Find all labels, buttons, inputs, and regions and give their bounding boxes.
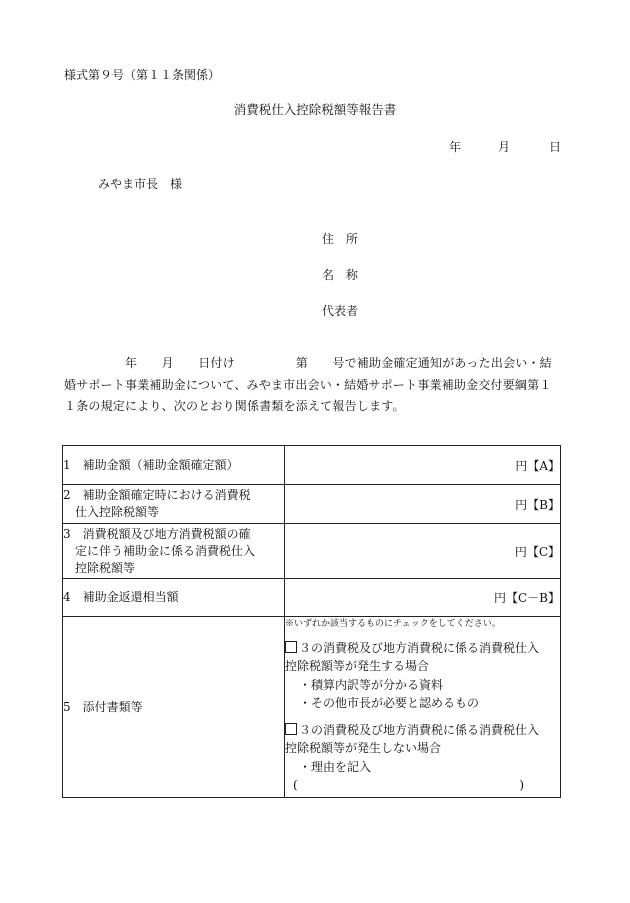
row-label-line: 2 補助金額確定時における消費税 [63,488,251,502]
checkbox[interactable] [285,723,297,735]
date-year-label: 年 [449,140,462,154]
option-item: ・その他市長が必要と認めるもの [299,696,480,710]
row-label-line: 3 消費税額及び地方消費税額の確 [63,526,251,541]
option-text: 控除税額等が発生しない場合 [285,741,442,755]
row-label [63,446,285,485]
row-label-line: 定に伴う補助金に係る消費税仕入 [63,543,256,558]
table-row [63,579,561,617]
option-text: ３の消費税及び地方消費税に係る消費税仕入 [299,722,540,737]
row-value-field[interactable]: 円【C－B】 [285,579,561,617]
option-text: 控除税額等が発生する場合 [285,659,430,673]
date-month-label: 月 [498,140,511,154]
row-value-field[interactable]: 円【B】 [285,485,561,524]
row-label: 5 添付書類等 [63,617,285,798]
table-row [63,485,561,524]
sender-name-label: 名 称 [322,268,359,282]
date-day-label: 日 [549,140,562,154]
row-label [63,579,285,617]
option-text: ３の消費税及び地方消費税に係る消費税仕入 [299,640,540,655]
row-label-line: 1 補助金額（補助金額確定額） [63,457,239,472]
option-item: ・積算内訳等が分かる資料 [299,677,444,692]
option-item: ・理由を記入 [299,759,372,774]
row-label-line: 4 補助金返還相当額 [63,590,179,604]
report-table [62,445,561,798]
paren-open: ( [293,778,298,792]
row-value-field[interactable]: 円【C】 [285,524,561,579]
sender-address-label: 住 所 [322,232,359,246]
body-paragraph [64,353,564,418]
body-paragraph-line: 婚サポート事業補助金について、みやま市出会い・結婚サポート事業補助金交付要綱第１ [64,377,552,392]
row-label [63,485,285,524]
body-paragraph-line: １条の規定により、次のとおり関係書類を添えて報告します。 [64,399,405,413]
attachments-cell [285,617,561,798]
form-number: 様式第９号（第１１条関係） [64,68,221,82]
row-value-field[interactable]: 円【A】 [285,446,561,485]
document-title: 消費税仕入控除税額等報告書 [233,102,397,117]
paren-close: ) [519,778,524,792]
table-row [63,446,561,485]
row-label-line: 仕入控除税額等 [63,505,160,519]
addressee: みやま市長 様 [98,177,183,191]
option-not-applicable [285,721,560,795]
row-label [63,524,285,579]
checkbox[interactable] [285,641,297,653]
reason-input[interactable] [285,776,560,795]
attachments-note: ※いずれか該当するものにチェックをしてください。 [285,618,501,629]
body-paragraph-line: 年 月 日付け 第 号で補助金確定通知があった出会い・結 [64,356,552,370]
row-label-line: 控除税額等 [63,560,136,575]
table-row [63,524,561,579]
sender-representative-label: 代表者 [322,304,359,318]
table-row [63,617,561,798]
option-applicable [285,639,560,713]
